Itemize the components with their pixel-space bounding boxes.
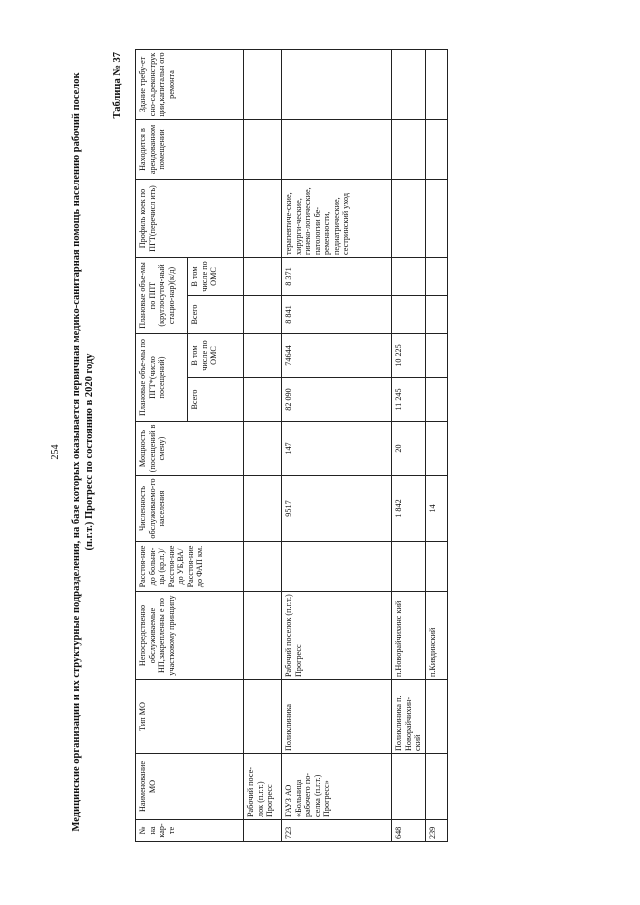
cell-settlements (244, 592, 282, 680)
cell-hosp-total: 8 841 (282, 296, 392, 334)
cell-num (244, 820, 282, 842)
cell-num: 648 (392, 820, 426, 842)
cell-hosp-oms: 8 371 (282, 258, 392, 296)
cell-name (392, 754, 426, 820)
cell-type (425, 680, 447, 754)
cell-population (244, 476, 282, 542)
table-row (244, 50, 282, 842)
table-label: Таблица № 37 (112, 52, 123, 119)
cell-hosp-oms (244, 258, 282, 296)
cell-profile (392, 180, 426, 258)
cell-visits-total: 11 245 (392, 378, 426, 422)
cell-needs (244, 50, 282, 120)
cell-visits-total (244, 378, 282, 422)
header-rented: Находится в арендованном помещении (136, 120, 244, 180)
header-visits: Плановые объе-мы по ПГТ*(число посещений) (136, 334, 188, 422)
cell-name (425, 754, 447, 820)
cell-visits-oms (425, 334, 447, 378)
cell-num: 239 (425, 820, 447, 842)
cell-rented (244, 120, 282, 180)
cell-capacity: 20 (392, 422, 426, 476)
header-hosp-total: Всего (188, 296, 244, 334)
table-row (425, 50, 447, 842)
title-line-2: (п.г.т.) Прогресс по состоянию в 2020 году (84, 353, 95, 551)
header-capacity: Мощность (посещений в смену) (136, 422, 244, 476)
table-row (392, 50, 426, 842)
cell-hosp-total (425, 296, 447, 334)
cell-name: ГАУЗ АО «Больница рабочего по-селка (п.г.т.) Прогресс» (282, 754, 392, 820)
cell-type: Поликлиника п. Новорайчихин-ский (392, 680, 426, 754)
header-distance: Расстоя-ние до больни-цы (кр.п.)/ Расстоя-ние до УБ,ВА/ Расстоя-ние до ФАП км. (136, 542, 244, 592)
cell-rented (425, 120, 447, 180)
cell-type: Поликлиника (282, 680, 392, 754)
cell-hosp-total (392, 296, 426, 334)
cell-name: Рабочий посе-лок (п.г.т.) Прогресс (244, 754, 282, 820)
header-num: № на кар-те (136, 820, 244, 842)
header-profile: Профиль коек по ПГТ(перечисл ить) (136, 180, 244, 258)
cell-population: 9517 (282, 476, 392, 542)
cell-hosp-oms (392, 258, 426, 296)
cell-visits-oms: 10 225 (392, 334, 426, 378)
cell-visits-total: 82 090 (282, 378, 392, 422)
header-hosp-oms: В том числе по ОМС (188, 258, 244, 296)
cell-profile (425, 180, 447, 258)
cell-profile (244, 180, 282, 258)
header-visits-oms: В том числе по ОМС (188, 334, 244, 378)
medical-organizations-table (135, 49, 448, 842)
header-population: Численность обслуживаемо-го населения (136, 476, 244, 542)
cell-distance (392, 542, 426, 592)
cell-capacity (244, 422, 282, 476)
header-type: Тип МО (136, 680, 244, 754)
header-hosp: Плановые объе-мы по ППТ (круглосуточ-ный стацио-нар)(к/д) (136, 258, 188, 334)
cell-distance (244, 542, 282, 592)
document-title (70, 72, 96, 832)
cell-population: 1 842 (392, 476, 426, 542)
page-number: 254 (50, 444, 61, 460)
cell-needs (425, 50, 447, 120)
cell-population: 14 (425, 476, 447, 542)
cell-profile: терапевтиче-ские, хирурги-ческие, гинеко-логические, патологии бе-ременности, педиатрические, сестринский уход (282, 180, 392, 258)
cell-settlements: п.Новорайчихинс кий (392, 592, 426, 680)
cell-distance (282, 542, 392, 592)
cell-settlements: Рабочий поселок (п.г.т.) Прогресс (282, 592, 392, 680)
cell-needs (282, 50, 392, 120)
cell-visits-oms: 74644 (282, 334, 392, 378)
cell-hosp-total (244, 296, 282, 334)
title-line-1: Медицинские организации и их структурные подразделения, на базе которых оказывается первичная медико-санитарная помощь населению рабочий поселок (71, 72, 82, 832)
cell-capacity (425, 422, 447, 476)
cell-settlements: п.Кивдинский (425, 592, 447, 680)
header-visits-total: Всего (188, 378, 244, 422)
cell-distance (425, 542, 447, 592)
cell-visits-oms (244, 334, 282, 378)
cell-rented (282, 120, 392, 180)
cell-capacity: 147 (282, 422, 392, 476)
header-needs: Здание требу-ет сно-са,реконструк ции,капитальн ого ремонта (136, 50, 244, 120)
cell-type (244, 680, 282, 754)
cell-num: 723 (282, 820, 392, 842)
cell-visits-total (425, 378, 447, 422)
header-name: Наименование МО (136, 754, 244, 820)
header-settlements: Непосредственно обслуживаемые НП,закрепленны е по участковому принципу (136, 592, 244, 680)
table-row (282, 50, 392, 842)
rotated-content (40, 32, 600, 872)
cell-needs (392, 50, 426, 120)
cell-hosp-oms (425, 258, 447, 296)
cell-rented (392, 120, 426, 180)
